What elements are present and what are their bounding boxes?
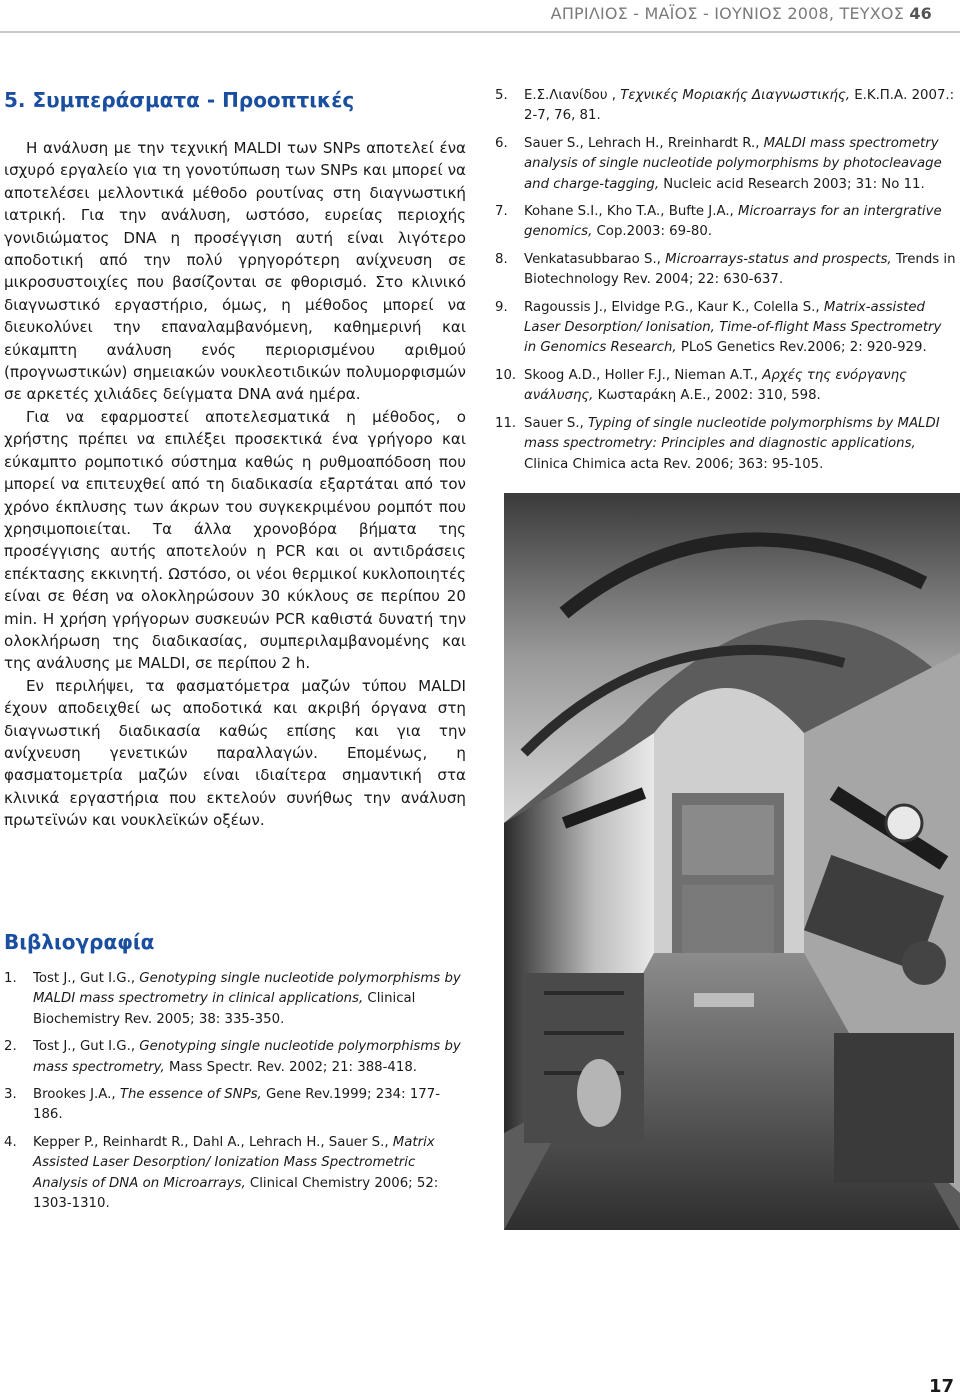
reference-title: MALDI mass spectrometry analysis of single nucleotide polymorphisms by photocleavage and charge-tagging, bbox=[524, 135, 942, 192]
header-divider bbox=[0, 31, 960, 33]
reference-item bbox=[4, 1037, 466, 1078]
reference-item bbox=[495, 86, 957, 127]
reference-title: Microarrays for an intergrative genomics, bbox=[524, 204, 942, 240]
reference-item bbox=[495, 134, 957, 195]
reference-number: 2. bbox=[4, 1039, 17, 1055]
reference-item bbox=[495, 366, 957, 407]
reference-title: Matrix-assisted Laser Desorption/ Ionisation, Time-of-flight Mass Spectrometry in Genomics Research, bbox=[524, 299, 942, 356]
reference-item bbox=[4, 1085, 466, 1126]
reference-list-right bbox=[495, 86, 957, 475]
section-title: 5. Συμπεράσματα - Προοπτικές bbox=[4, 88, 355, 112]
reference-text: Gene Rev.1999; 234: 177-186. bbox=[33, 1087, 441, 1123]
running-header-title: ΑΠΡΙΛΙΟΣ - ΜΑΪΟΣ - ΙΟΥΝΙΟΣ 2008, ΤΕΥΧΟΣ bbox=[550, 4, 905, 23]
reference-number: 4. bbox=[4, 1134, 17, 1150]
reference-text: Kohane S.I., Kho T.A., Bufte J.A., bbox=[524, 204, 739, 220]
bibliography-title: Βιβλιογραφία bbox=[4, 930, 155, 954]
reference-list-left bbox=[4, 969, 466, 1214]
references-left bbox=[4, 969, 466, 1221]
running-header bbox=[551, 4, 932, 23]
reference-text: Ε.Σ.Λιανίδου , bbox=[524, 88, 621, 103]
reference-number: 8. bbox=[495, 251, 508, 267]
reference-item bbox=[4, 1133, 466, 1215]
reference-item bbox=[495, 414, 957, 475]
references-right bbox=[495, 86, 957, 482]
reference-number: 7. bbox=[495, 204, 508, 220]
page-number: 17 bbox=[928, 1376, 954, 1397]
paragraph-3: Εν περιλήψει, τα φασματόμετρα μαζών τύπου MALDI έχουν αποδειχθεί ως αποδοτικά και ακριβή όργανα στη διαγνωστική διαδικασία καθώς επίσης και για την ανίχνευση γενετικών παραλλαγών. Επομένως, η φασματομετρία μαζών είναι ιδιαίτερα σημαντική στα κλινικά εργαστήρια που εκτελούν συνήθως την ανάλυση πρωτεϊνών και νουκλεϊκών οξέων. bbox=[4, 676, 466, 830]
reference-text: Ragoussis J., Elvidge P.G., Kaur K., Colella S., bbox=[524, 299, 824, 315]
reference-text: Tost J., Gut I.G., bbox=[33, 1039, 140, 1055]
reference-title: Αρχές της ενόργανης ανάλυσης, bbox=[524, 367, 907, 404]
reference-text: Clinical Biochemistry Rev. 2005; 38: 335-350. bbox=[33, 991, 416, 1027]
reference-text: Sauer S., Lehrach H., Rreinhardt R., bbox=[524, 135, 764, 151]
reference-title: Microarrays-status and prospects, bbox=[665, 251, 892, 267]
reference-number: 3. bbox=[4, 1087, 17, 1103]
reference-number: 6. bbox=[495, 135, 508, 151]
reference-item bbox=[4, 969, 466, 1030]
issue-number: 46 bbox=[909, 4, 932, 23]
reference-text: Ε.Κ.Π.Α. 2007.: 2-7, 76, 81. bbox=[524, 88, 955, 124]
reference-title: Typing of single nucleotide polymorphisms by MALDI mass spectrometry: Principles and diagnostic applications, bbox=[524, 415, 940, 452]
reference-number: 1. bbox=[4, 971, 17, 986]
reference-text: Kepper P., Reinhardt R., Dahl A., Lehrach H., Sauer S., bbox=[33, 1134, 393, 1150]
reference-text: Sauer S., bbox=[524, 415, 589, 431]
reference-title: The essence of SNPs, bbox=[119, 1087, 262, 1103]
reference-number: 10. bbox=[495, 367, 517, 383]
reference-text: Clinical Chemistry 2006; 52: 1303-1310. bbox=[33, 1175, 439, 1212]
reference-text: Brookes J.A., bbox=[33, 1087, 120, 1103]
reference-text: Nucleic acid Research 2003; 31: No 11. bbox=[659, 176, 925, 192]
reference-text: Trends in Biotechnology Rev. 2004; 22: 630-637. bbox=[524, 251, 956, 288]
reference-text: PLoS Genetics Rev.2006; 2: 920-929. bbox=[676, 340, 927, 356]
paragraph-2: Για να εφαρμοστεί αποτελεσματικά η μέθοδος, ο χρήστης πρέπει να επιλέξει προσεκτικά ένα γρήγορο και εύκαμπτο ρομποτικό σύστημα καθώς η ρυθμοαπόδοση που μπορεί να επιτευχθεί από τη διαδικασία εξαρτάται από τον χρόνο έκπλυσης των άκρων του συγκεκριμένου ρομπότ που χρησιμοποιείται. Τα άλλα χρονοβόρα βήματα της προσέγγισης αυτής αποτελούν η PCR και οι αντιδράσεις επέκτασης εκκινητή. Ωστόσο, οι νέοι θερμικοί κυκλοποιητές είναι σε θέση να ολοκληρώσουν 30 κύκλους σε περίπου 20 min. Η χρήση γρήγορων συσκευών PCR καθιστά δυνατή την ολοκλήρωση της διαδικασίας, συμπεριλαμβανομένης και της ανάλυσης με MALDI, σε περίπου 2 h. bbox=[4, 407, 466, 673]
reference-text: Venkatasubbarao S., bbox=[524, 251, 666, 267]
reference-number: 11. bbox=[495, 415, 517, 431]
reference-text: Cop.2003: 69-80. bbox=[592, 224, 713, 240]
reference-title: Τεχνικές Μοριακής Διαγνωστικής, bbox=[620, 88, 850, 103]
paragraph-1: Η ανάλυση με την τεχνική MALDI των SNPs αποτελεί ένα ισχυρό εργαλείο για τη γονοτύπωση των SNPs και μπορεί να αποτελέσει μελλοντικά μέθοδο ρουτίνας στη διαγνωστική ιατρική. Για την ανάλυση, ωστόσο, ευρείας περιοχής γονιδιώματος DNA η προσέγγιση αυτή είναι λιγότερο αποδοτική από την πολύ γρηγορότερη ανίχνευση σε μικροσυστοιχίες που βασίζονται σε φθορισμό. Στο κλινικό διαγνωστικό εργαστήριο, όμως, η μέθοδος μπορεί να διευκολύνει την επαναλαμβανόμενη, καθημερινή και εύκαμπτη ανάλυση ενός περιορισμένου αριθμού (προγνωστικών) σημειακών νουκλεοτιδικών πολυμορφισμών σε αρκετές χιλιάδες δείγματα DNA ανά ημέρα. bbox=[4, 139, 466, 404]
reference-title: Matrix Assisted Laser Desorption/ Ionization Mass Spectrometric Analysis of DNA on Microarrays, bbox=[33, 1134, 435, 1191]
reference-number: 5. bbox=[495, 88, 508, 103]
reference-text: Tost J., Gut I.G., bbox=[33, 971, 140, 986]
body-text-column bbox=[4, 137, 466, 832]
reference-text: Κωσταράκη Α.Ε., 2002: 310, 598. bbox=[593, 388, 821, 404]
reference-title: Genotyping single nucleotide polymorphisms by MALDI mass spectrometry in clinical applications, bbox=[33, 971, 461, 1007]
photo-illustration bbox=[504, 493, 960, 1230]
reference-item bbox=[495, 250, 957, 291]
reference-text: Skoog A.D., Holler F.J., Nieman A.T., bbox=[524, 367, 763, 383]
reference-title: Genotyping single nucleotide polymorphisms by mass spectrometry, bbox=[33, 1039, 461, 1075]
reference-text: Clinica Chimica acta Rev. 2006; 363: 95-105. bbox=[524, 456, 824, 472]
reference-item bbox=[495, 298, 957, 359]
reference-item bbox=[495, 202, 957, 243]
reference-number: 9. bbox=[495, 299, 508, 315]
reference-text: Mass Spectr. Rev. 2002; 21: 388-418. bbox=[164, 1059, 418, 1075]
vaulted-laboratory-photo bbox=[504, 493, 960, 1230]
